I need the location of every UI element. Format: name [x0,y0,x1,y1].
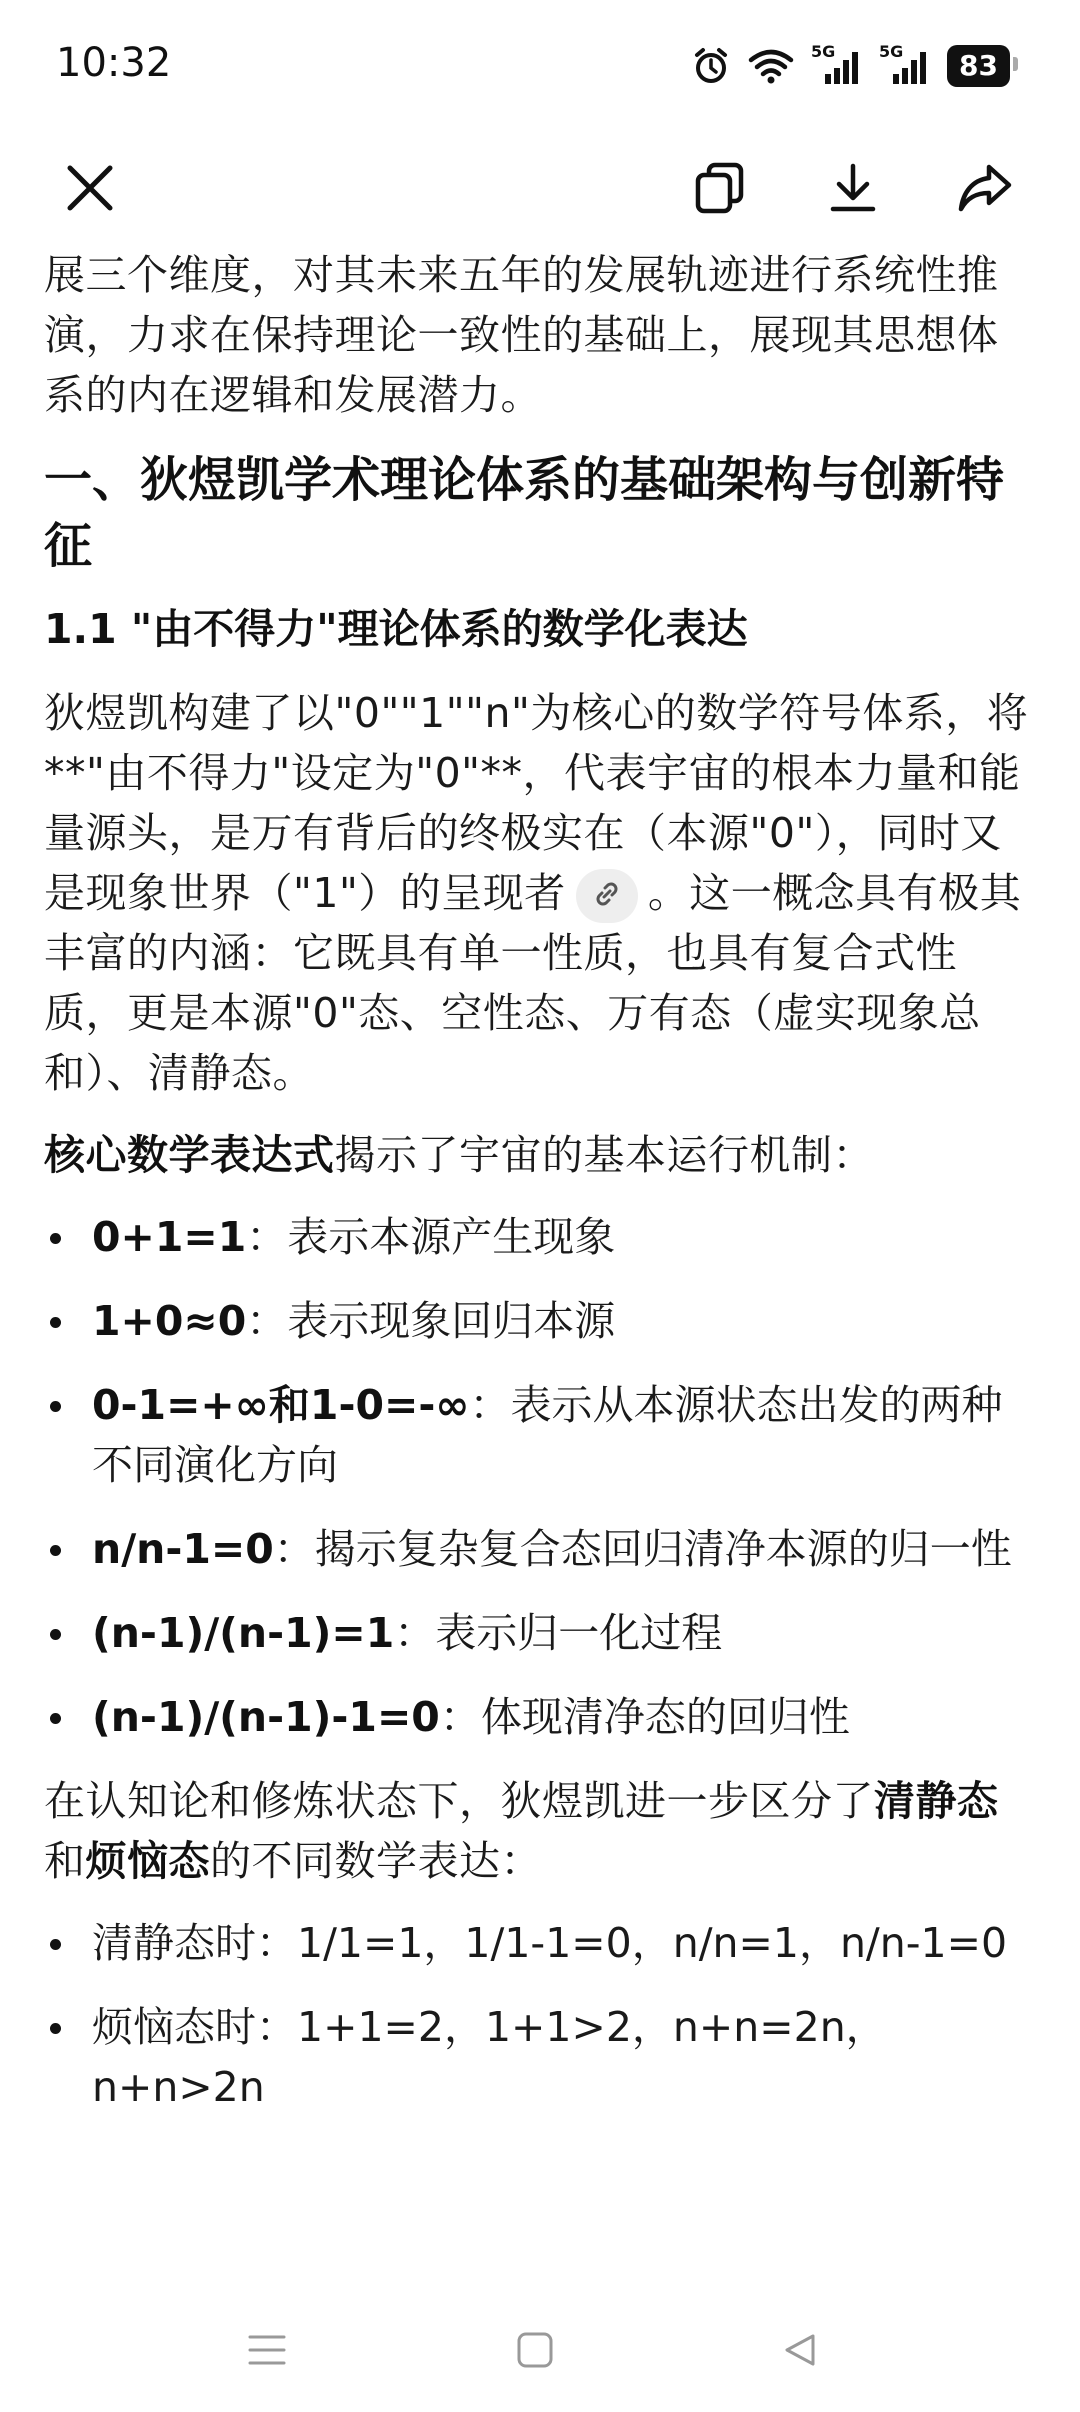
signal-5g-icon-2: 5G [879,46,931,86]
article-content [44,245,1034,2275]
menu-icon [247,2332,287,2372]
states-intro-paragraph [44,1771,1034,1891]
home-icon [516,2331,554,2373]
definition-text: 狄煜凯构建了以"0""1""n"为核心的数学符号体系，将**"由不得力"设定为"0"**，代表宇宙的根本力量和能量源头，是万有背后的终极实在（本源"0"），同时又是现象世界（"1"）的呈现者 [44,689,1029,917]
share-button[interactable] [940,145,1030,235]
alarm-icon [691,46,731,86]
status-bar [0,0,1080,130]
list-item [44,1687,1034,1747]
list-item [44,1291,1034,1351]
formula-desc: ：表示本源产生现象 [246,1213,616,1261]
subsection-heading: 1.1 "由不得力"理论体系的数学化表达 [44,605,748,653]
home-button[interactable] [500,2322,570,2382]
list-item [44,1603,1034,1663]
signal-5g-icon-1: 5G [811,46,863,86]
states-intro-tail: 的不同数学表达： [210,1837,542,1885]
top-toolbar [0,135,1080,245]
troubled-state-term: 烦恼态 [85,1837,210,1885]
formula-expr: n/n-1=0 [92,1525,274,1573]
definition-text-cont: 。这一概念具有极其丰富的内涵：它既具有单一性质，也具有复合式性质，更是本源"0"态、空性态、万有态（虚实现象总和）、清静态。 [44,869,1022,1097]
formula-desc: ：揭示复杂复合态回归清净本源的归一性 [273,1525,1012,1573]
formula-desc: ：表示归一化过程 [394,1609,723,1657]
formula-desc: ：体现清净态的回归性 [439,1693,850,1741]
status-icons [691,44,1010,88]
formula-expr: 0-1=+∞和1-0=-∞ [92,1381,470,1429]
formula-expr: (n-1)/(n-1)-1=0 [92,1693,440,1741]
status-time: 10:32 [56,40,172,86]
link-icon [591,866,623,926]
section-heading: 一、狄煜凯学术理论体系的基础架构与创新特征 [44,452,1005,574]
back-button[interactable] [765,2322,835,2382]
close-button[interactable] [45,145,135,235]
citation-link-button[interactable] [576,869,638,923]
definition-paragraph [44,683,1034,1103]
back-icon [781,2331,819,2373]
list-item: 清静态时：1/1=1，1/1-1=0，n/n=1，n/n-1=0 [44,1913,1034,1973]
intro-paragraph: 展三个维度，对其未来五年的发展轨迹进行系统性推演，力求在保持理论一致性的基础上，展现其思想体系的内在逻辑和发展潜力。 [44,251,999,419]
copy-button[interactable] [675,145,765,235]
wifi-icon [747,46,795,86]
system-navigation-bar [0,2292,1080,2412]
formula-list [44,1207,1034,1747]
close-icon [64,162,116,218]
states-list [44,1913,1034,2117]
core-label-bold: 核心数学表达式 [44,1131,335,1179]
list-item: 烦恼态时：1+1=2，1+1>2，n+n=2n，n+n>2n [44,1997,1034,2117]
download-icon [826,161,880,219]
share-icon [956,161,1014,219]
core-label-rest: 揭示了宇宙的基本运行机制： [334,1131,874,1179]
calm-state-term: 清静态 [874,1777,999,1825]
battery-indicator: 83 [947,45,1010,87]
list-item [44,1519,1034,1579]
formula-expr: 0+1=1 [92,1213,247,1261]
formula-desc: ：表示现象回归本源 [246,1297,616,1345]
states-intro-text: 在认知论和修炼状态下，狄煜凯进一步区分了 [44,1777,874,1825]
core-formula-intro [44,1125,1034,1185]
formula-desc: ：表示从本源状态出发的两种不同演化方向 [92,1381,1003,1489]
recent-apps-button[interactable] [232,2322,302,2382]
copy-icon [693,161,747,219]
formula-expr: (n-1)/(n-1)=1 [92,1609,395,1657]
list-item [44,1375,1034,1495]
list-item [44,1207,1034,1267]
download-button[interactable] [808,145,898,235]
conjunction-text: 和 [44,1837,86,1885]
formula-expr: 1+0≈0 [92,1297,247,1345]
